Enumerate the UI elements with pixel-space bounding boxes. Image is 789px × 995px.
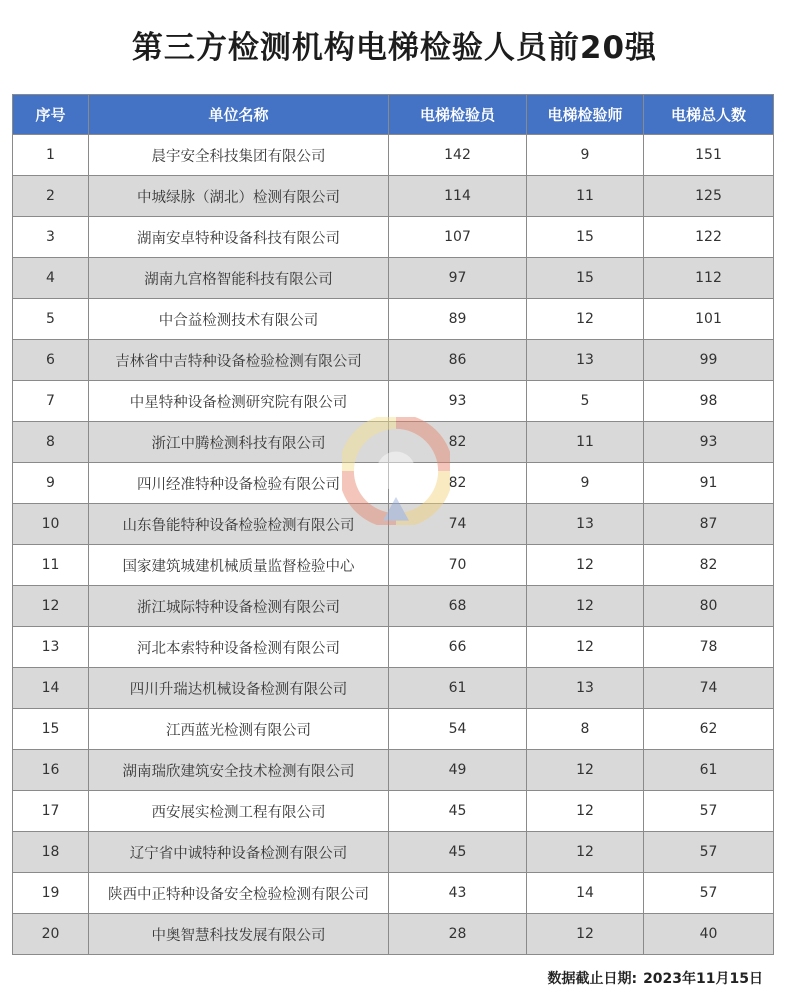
- total-count-cell: 101: [644, 299, 774, 340]
- engineers-count-cell: 12: [527, 791, 644, 832]
- total-count-cell: 57: [644, 832, 774, 873]
- company-name-cell: 辽宁省中诚特种设备检测有限公司: [89, 832, 389, 873]
- company-name-cell: 湖南九宫格智能科技有限公司: [89, 258, 389, 299]
- table-row: [13, 914, 774, 955]
- rank-cell: 15: [13, 709, 89, 750]
- total-count-cell: 125: [644, 176, 774, 217]
- table-row: [13, 463, 774, 504]
- engineers-count-cell: 13: [527, 340, 644, 381]
- rank-cell: 5: [13, 299, 89, 340]
- table-row: [13, 586, 774, 627]
- inspectors-count-cell: 43: [389, 873, 527, 914]
- total-count-cell: 91: [644, 463, 774, 504]
- table-row: [13, 381, 774, 422]
- data-cutoff-date: 2023年11月15日: [643, 971, 763, 987]
- table-row: [13, 504, 774, 545]
- total-count-cell: 57: [644, 791, 774, 832]
- company-name-cell: 浙江中腾检测科技有限公司: [89, 422, 389, 463]
- engineers-count-cell: 13: [527, 504, 644, 545]
- rank-cell: 11: [13, 545, 89, 586]
- rank-cell: 16: [13, 750, 89, 791]
- inspectors-count-cell: 68: [389, 586, 527, 627]
- column-header-engineers: 电梯检验师: [527, 95, 644, 135]
- engineers-count-cell: 15: [527, 217, 644, 258]
- data-cutoff-note: [541, 968, 763, 988]
- total-count-cell: 78: [644, 627, 774, 668]
- total-count-cell: 93: [644, 422, 774, 463]
- total-count-cell: 40: [644, 914, 774, 955]
- table-row: [13, 873, 774, 914]
- table-row: [13, 176, 774, 217]
- company-name-cell: 中奥智慧科技发展有限公司: [89, 914, 389, 955]
- rank-cell: 1: [13, 135, 89, 176]
- inspectors-count-cell: 28: [389, 914, 527, 955]
- company-name-cell: 四川经准特种设备检验有限公司: [89, 463, 389, 504]
- inspectors-count-cell: 45: [389, 832, 527, 873]
- engineers-count-cell: 11: [527, 176, 644, 217]
- total-count-cell: 151: [644, 135, 774, 176]
- rank-cell: 2: [13, 176, 89, 217]
- engineers-count-cell: 14: [527, 873, 644, 914]
- engineers-count-cell: 9: [527, 463, 644, 504]
- company-name-cell: 湖南瑞欣建筑安全技术检测有限公司: [89, 750, 389, 791]
- engineers-count-cell: 12: [527, 832, 644, 873]
- engineers-count-cell: 15: [527, 258, 644, 299]
- company-name-cell: 陕西中正特种设备安全检验检测有限公司: [89, 873, 389, 914]
- rank-cell: 3: [13, 217, 89, 258]
- rank-cell: 6: [13, 340, 89, 381]
- company-name-cell: 江西蓝光检测有限公司: [89, 709, 389, 750]
- table-row: [13, 668, 774, 709]
- table-row: [13, 627, 774, 668]
- total-count-cell: 57: [644, 873, 774, 914]
- company-name-cell: 山东鲁能特种设备检验检测有限公司: [89, 504, 389, 545]
- inspectors-count-cell: 45: [389, 791, 527, 832]
- inspectors-count-cell: 114: [389, 176, 527, 217]
- ranking-table: [12, 94, 774, 955]
- total-count-cell: 74: [644, 668, 774, 709]
- rank-cell: 13: [13, 627, 89, 668]
- engineers-count-cell: 11: [527, 422, 644, 463]
- rank-cell: 7: [13, 381, 89, 422]
- total-count-cell: 99: [644, 340, 774, 381]
- column-header-total: 电梯总人数: [644, 95, 774, 135]
- rank-cell: 4: [13, 258, 89, 299]
- inspectors-count-cell: 61: [389, 668, 527, 709]
- inspectors-count-cell: 74: [389, 504, 527, 545]
- total-count-cell: 82: [644, 545, 774, 586]
- rank-cell: 12: [13, 586, 89, 627]
- engineers-count-cell: 12: [527, 586, 644, 627]
- data-cutoff-label: 数据截止日期:: [547, 971, 638, 987]
- inspectors-count-cell: 82: [389, 463, 527, 504]
- total-count-cell: 87: [644, 504, 774, 545]
- inspectors-count-cell: 66: [389, 627, 527, 668]
- engineers-count-cell: 12: [527, 545, 644, 586]
- table-body: [13, 135, 774, 955]
- engineers-count-cell: 12: [527, 627, 644, 668]
- company-name-cell: 四川升瑞达机械设备检测有限公司: [89, 668, 389, 709]
- rank-cell: 10: [13, 504, 89, 545]
- rank-cell: 9: [13, 463, 89, 504]
- column-header-rank: 序号: [13, 95, 89, 135]
- total-count-cell: 80: [644, 586, 774, 627]
- page-title: 第三方检测机构电梯检验人员前20强: [131, 30, 658, 66]
- column-header-inspectors: 电梯检验员: [389, 95, 527, 135]
- company-name-cell: 国家建筑城建机械质量监督检验中心: [89, 545, 389, 586]
- inspectors-count-cell: 54: [389, 709, 527, 750]
- inspectors-count-cell: 107: [389, 217, 527, 258]
- table-row: [13, 832, 774, 873]
- inspectors-count-cell: 89: [389, 299, 527, 340]
- inspectors-count-cell: 97: [389, 258, 527, 299]
- total-count-cell: 112: [644, 258, 774, 299]
- inspectors-count-cell: 93: [389, 381, 527, 422]
- total-count-cell: 122: [644, 217, 774, 258]
- company-name-cell: 西安展实检测工程有限公司: [89, 791, 389, 832]
- rank-cell: 20: [13, 914, 89, 955]
- total-count-cell: 98: [644, 381, 774, 422]
- inspectors-count-cell: 86: [389, 340, 527, 381]
- inspectors-count-cell: 70: [389, 545, 527, 586]
- table-row: [13, 422, 774, 463]
- engineers-count-cell: 12: [527, 750, 644, 791]
- inspectors-count-cell: 142: [389, 135, 527, 176]
- company-name-cell: 浙江城际特种设备检测有限公司: [89, 586, 389, 627]
- total-count-cell: 62: [644, 709, 774, 750]
- table-header-row: [13, 95, 774, 135]
- engineers-count-cell: 13: [527, 668, 644, 709]
- table-row: [13, 258, 774, 299]
- rank-cell: 17: [13, 791, 89, 832]
- inspectors-count-cell: 49: [389, 750, 527, 791]
- company-name-cell: 河北本索特种设备检测有限公司: [89, 627, 389, 668]
- table-row: [13, 791, 774, 832]
- rank-cell: 8: [13, 422, 89, 463]
- table-row: [13, 750, 774, 791]
- table-row: [13, 217, 774, 258]
- rank-cell: 18: [13, 832, 89, 873]
- table-row: [13, 299, 774, 340]
- rank-cell: 19: [13, 873, 89, 914]
- company-name-cell: 吉林省中吉特种设备检验检测有限公司: [89, 340, 389, 381]
- engineers-count-cell: 5: [527, 381, 644, 422]
- table-row: [13, 135, 774, 176]
- table-row: [13, 340, 774, 381]
- engineers-count-cell: 9: [527, 135, 644, 176]
- inspectors-count-cell: 82: [389, 422, 527, 463]
- company-name-cell: 湖南安卓特种设备科技有限公司: [89, 217, 389, 258]
- table-row: [13, 545, 774, 586]
- column-header-company: 单位名称: [89, 95, 389, 135]
- company-name-cell: 中合益检测技术有限公司: [89, 299, 389, 340]
- engineers-count-cell: 8: [527, 709, 644, 750]
- engineers-count-cell: 12: [527, 914, 644, 955]
- company-name-cell: 中城绿脉（湖北）检测有限公司: [89, 176, 389, 217]
- engineers-count-cell: 12: [527, 299, 644, 340]
- rank-cell: 14: [13, 668, 89, 709]
- table-row: [13, 709, 774, 750]
- total-count-cell: 61: [644, 750, 774, 791]
- company-name-cell: 中星特种设备检测研究院有限公司: [89, 381, 389, 422]
- company-name-cell: 晨宇安全科技集团有限公司: [89, 135, 389, 176]
